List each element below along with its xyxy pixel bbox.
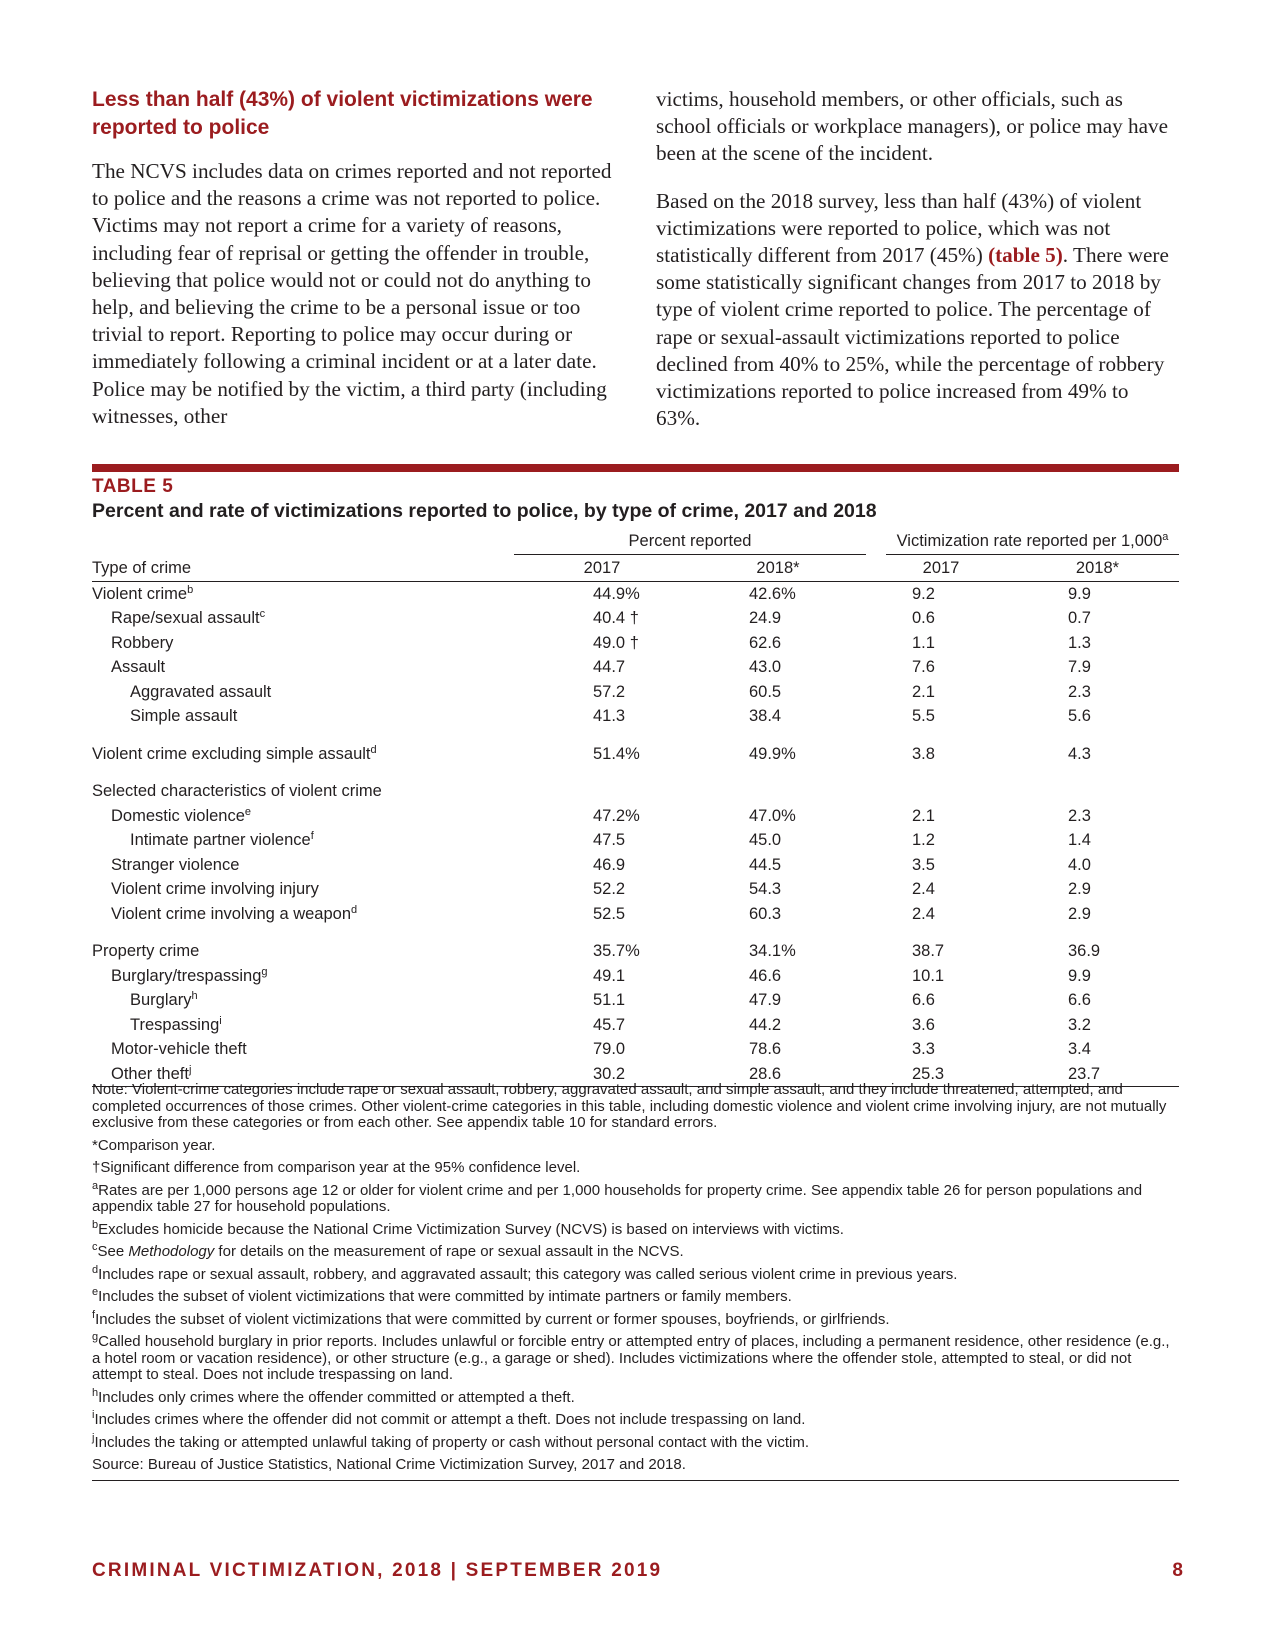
cell-rate-2018: 9.9 [1068,584,1091,603]
table-top-rule [92,464,1179,472]
cell-rate-2017: 7.6 [912,658,935,676]
row-label: Burglary$^h$ [130,990,198,1009]
cell-rate-2018: 36.9 [1068,942,1101,960]
table-row [92,742,1179,767]
row-label: Domestic violence$^e$ [111,805,252,825]
cell-rate-2018: 1.4 [1068,831,1091,849]
table-row [92,939,1179,964]
cell-percent-2018: 49.9% [749,744,796,763]
table-row [92,804,1179,829]
note-general: Note: Violent-crime categories include rape or sexual assault, robbery, aggravated assault, and simple assault, and they include threatened, attempted, and completed occurrences of those crimes. Other violent-crime categories in this table, including domestic violence and violent crime involving injury, are not mutually exclusive from these categories or from each other. See appendix table 10 for standard errors. [92,1081,1167,1131]
footer-title: CRIMINAL VICTIMIZATION, 2018 | SEPTEMBER 2019 [92,1560,663,1581]
cell-percent-2018: 43.0 [749,658,782,676]
footnote-i: $^i$Includes crimes where the offender did not commit or attempt a theft. Does not include trespassing on land. [92,1409,806,1428]
cell-percent-2018: 60.3 [749,904,782,923]
body-paragraph-right-1: victims, household members, or other officials, such as school officials or workplace managers), or police may have been at the scene of the incident. [656,87,1169,166]
cell-percent-2018: 24.9 [749,609,782,627]
cell-percent-2018: 45.0 [749,831,782,849]
right-column [656,86,1176,432]
column-header-type: Type of crime [92,559,192,577]
group-header-percent: Percent reported [628,532,752,550]
cell-rate-2018: 3.2 [1068,1015,1091,1034]
page-number: 8 [1172,1560,1183,1581]
table-row [92,988,1179,1013]
table-row [92,853,1179,878]
cell-rate-2017: 3.3 [912,1040,935,1058]
cell-rate-2018: 3.4 [1068,1040,1091,1058]
cell-rate-2018: 0.7 [1068,609,1091,627]
cell-percent-2017: 44.7 [593,658,626,676]
cell-rate-2017: 10.1 [912,966,945,985]
section-heading: Less than half (43%) of violent victimizations were reported to police [92,88,593,139]
column-header-rate-2018: 2018* [1075,559,1120,577]
cell-rate-2017: 9.2 [912,584,935,603]
column-header-rate-2017: 2017 [922,559,960,577]
cell-percent-2018: 44.2 [749,1015,782,1034]
cell-percent-2017: 79.0 [593,1040,626,1058]
cell-rate-2018: 4.3 [1068,744,1091,763]
table-row [92,581,1179,606]
cell-percent-2018: 38.4 [749,707,782,725]
footnote-g: $^g$Called household burglary in prior reports. Includes unlawful or forcible entry or attempted entry of places, including a permanent residence, other residence (e.g., a hotel room or vacation residence), or other structure (e.g., a garage or shed). Includes victimizations where the offender stole, attempted to steal, or did not attempt to steal. Does not include trespassing on land. [92,1331,1170,1383]
cell-rate-2017: 1.1 [912,633,935,652]
cell-percent-2017: 49.1 [593,966,626,985]
source-note: Source: Bureau of Justice Statistics, National Crime Victimization Survey, 2017 and 2018. [92,1457,1179,1481]
footnote-d: $^d$Includes rape or sexual assault, robbery, and aggravated assault; this category was called serious violent crime in previous years. [92,1263,958,1283]
cell-percent-2017: 47.5 [593,831,626,849]
cell-percent-2017: 47.2% [593,806,640,825]
cell-rate-2018: 6.6 [1068,991,1091,1009]
cell-percent-2017: 41.3 [593,707,626,725]
table-notes [92,1082,1179,1481]
table-label: TABLE 5 [92,476,174,497]
table-row [92,779,1179,804]
footnote-f: $^f$Includes the subset of violent victimizations that were committed by current or former spouses, boyfriends, or girlfriends. [92,1308,890,1328]
group-header-rate-text: Victimization rate reported per 1,000 [896,532,1163,550]
cell-rate-2018: 9.9 [1068,966,1091,985]
table-row [92,631,1179,656]
cell-percent-2018: 47.0% [749,806,796,825]
cell-percent-2017: 51.1 [593,991,626,1009]
cell-rate-2017: 1.2 [912,831,935,849]
row-label: Violent crime excluding simple assault$^d$ [92,743,377,763]
note-comparison: *Comparison year. [92,1136,216,1154]
cell-rate-2017: 0.6 [912,609,935,627]
cell-percent-2017: 40.4 † [593,609,639,627]
spacer-row [92,729,1179,742]
footnote-b: $^b$Excludes homicide because the National Crime Victimization Survey (NCVS) is based on interviews with victims. [92,1218,844,1238]
cell-rate-2018: 2.3 [1068,682,1091,701]
cell-rate-2017: 3.5 [912,855,935,874]
cell-rate-2018: 2.9 [1068,880,1091,898]
table-row [92,877,1179,902]
footnote-c: $^c$See Methodology for details on the measurement of rape or sexual assault in the NCVS. [92,1241,684,1260]
spacer-row [92,926,1179,939]
table-header-row [92,556,1179,581]
cell-percent-2018: 60.5 [749,682,782,701]
footnote-a: $^a$Rates are per 1,000 persons age 12 or older for violent crime and per 1,000 households for property crime. See appendix table 26 for person populations and appendix table 27 for household populations. [92,1179,1143,1215]
data-table [92,556,1179,1087]
cell-rate-2017: 38.7 [912,942,945,960]
cell-rate-2018: 5.6 [1068,707,1091,725]
table-row [92,902,1179,927]
row-label: Trespassing$^i$ [130,1014,222,1034]
cell-rate-2018: 4.0 [1068,855,1091,874]
row-section-label: Selected characteristics of violent crime [92,782,382,800]
row-label: Violent crime involving a weapon$^d$ [111,903,358,923]
cell-percent-2018: 46.6 [749,966,782,985]
row-label: Motor-vehicle theft [111,1040,247,1058]
row-label: Other theft$^j$ [92,1062,514,1087]
column-header-percent-2017: 2017 [583,559,621,577]
table-row [92,655,1179,680]
row-label: Stranger violence [111,855,240,874]
spacer-row [92,766,1179,779]
cell-rate-2017: 3.8 [912,744,935,763]
group-rule-percent [514,554,866,555]
cell-percent-2018: 44.5 [749,855,782,874]
cell-percent-2018: 62.6 [749,633,782,652]
table-row [92,964,1179,989]
table-row [92,680,1179,705]
cell-rate-2017: 2.4 [912,904,935,923]
cell-rate-2017: 2.4 [912,880,935,898]
left-column [92,86,612,430]
row-label: Rape/sexual assault$^c$ [111,608,266,627]
cell-percent-2018: 28.6 [690,1062,866,1087]
row-label: Simple assault [130,707,238,725]
table-row [92,1013,1179,1038]
footnote-h: $^h$Includes only crimes where the offender committed or attempted a theft. [92,1386,575,1406]
table-row [92,606,1179,631]
group-rule-rate [886,554,1179,555]
table-title: Percent and rate of victimizations reported to police, by type of crime, 2017 and 2018 [92,500,877,522]
cell-percent-2018: 47.9 [749,991,782,1009]
body-paragraph-right-2 [656,188,1176,433]
cell-rate-2017: 6.6 [912,991,935,1009]
table-row [92,704,1179,729]
table-row [92,1037,1179,1062]
cell-rate-2017: 25.3 [866,1062,1016,1087]
cell-percent-2018: 42.6% [749,584,796,603]
cell-rate-2018: 1.3 [1068,633,1091,652]
cell-percent-2017: 57.2 [593,682,626,701]
cell-rate-2017: 5.5 [912,707,935,725]
row-label: Intimate partner violence$^f$ [130,830,314,849]
cell-percent-2018: 34.1% [749,942,796,960]
cell-percent-2017: 52.2 [593,880,626,898]
cell-percent-2017: 51.4% [593,744,640,763]
cell-percent-2017: 30.2 [514,1062,690,1087]
row-label: Robbery [111,633,174,652]
row-label: Aggravated assault [130,682,272,701]
cell-percent-2017: 52.5 [593,904,626,923]
cell-rate-2018: 7.9 [1068,658,1091,676]
cell-percent-2017: 46.9 [593,855,626,874]
cell-percent-2017: 45.7 [593,1015,626,1034]
cell-percent-2018: 78.6 [749,1040,782,1058]
cell-rate-2018: 23.7 [1016,1062,1179,1087]
table-5-link[interactable]: (table 5) [988,243,1063,268]
body-paragraph-left: The NCVS includes data on crimes reported and not reported to police and the reasons a crime was not reported to police. Victims may not report a crime for a variety of reasons, including fear of reprisal or getting the offender in trouble, believing that police would not or could not do anything to help, and believing the crime to be a personal issue or too trivial to report. Reporting to police may occur during or immediately following a criminal incident or at a later date. Police may be notified by the victim, a third party (including witnesses, other [92,159,612,428]
footnote-e: $^e$Includes the subset of violent victimizations that were committed by intimate partners or family members. [92,1286,792,1305]
cell-percent-2017: 35.7% [593,942,640,960]
cell-rate-2018: 2.9 [1068,904,1091,923]
paragraph-text: . There were some statistically significant changes from 2017 to 2018 by type of violent crime reported to police. The percentage of rape or sexual-assault victimizations reported to police declined from 40% to 25%, while the percentage of robbery victimizations reported to police increased from 49% to 63%. [656,243,1169,431]
table-row [92,828,1179,853]
cell-rate-2017: 2.1 [912,806,935,825]
footnote-marker: a [1162,531,1169,543]
cell-rate-2017: 2.1 [912,682,935,701]
row-label: Property crime [92,942,200,960]
cell-rate-2018: 2.3 [1068,806,1091,825]
group-header-rate [886,532,1179,551]
row-label: Assault [111,658,166,676]
note-significance: †Significant difference from comparison year at the 95% confidence level. [92,1159,581,1176]
cell-percent-2018: 54.3 [749,880,782,898]
paragraph-text: Based on the 2018 survey, less than half (43%) of violent victimizations were reported to police, which was not statistically different from 2017 (45%) [656,188,1142,268]
row-label: Burglary/trespassing$^g$ [111,965,268,985]
row-label: Violent crime involving injury [111,880,319,898]
footnote-j: $^j$Includes the taking or attempted unlawful taking of property or cash without personal contact with the victim. [92,1431,809,1451]
cell-percent-2017: 44.9% [593,584,640,603]
row-label: Violent crime$^b$ [92,583,194,603]
column-header-percent-2018: 2018* [756,559,800,577]
cell-rate-2017: 3.6 [912,1015,935,1034]
cell-percent-2017: 49.0 † [593,633,639,652]
